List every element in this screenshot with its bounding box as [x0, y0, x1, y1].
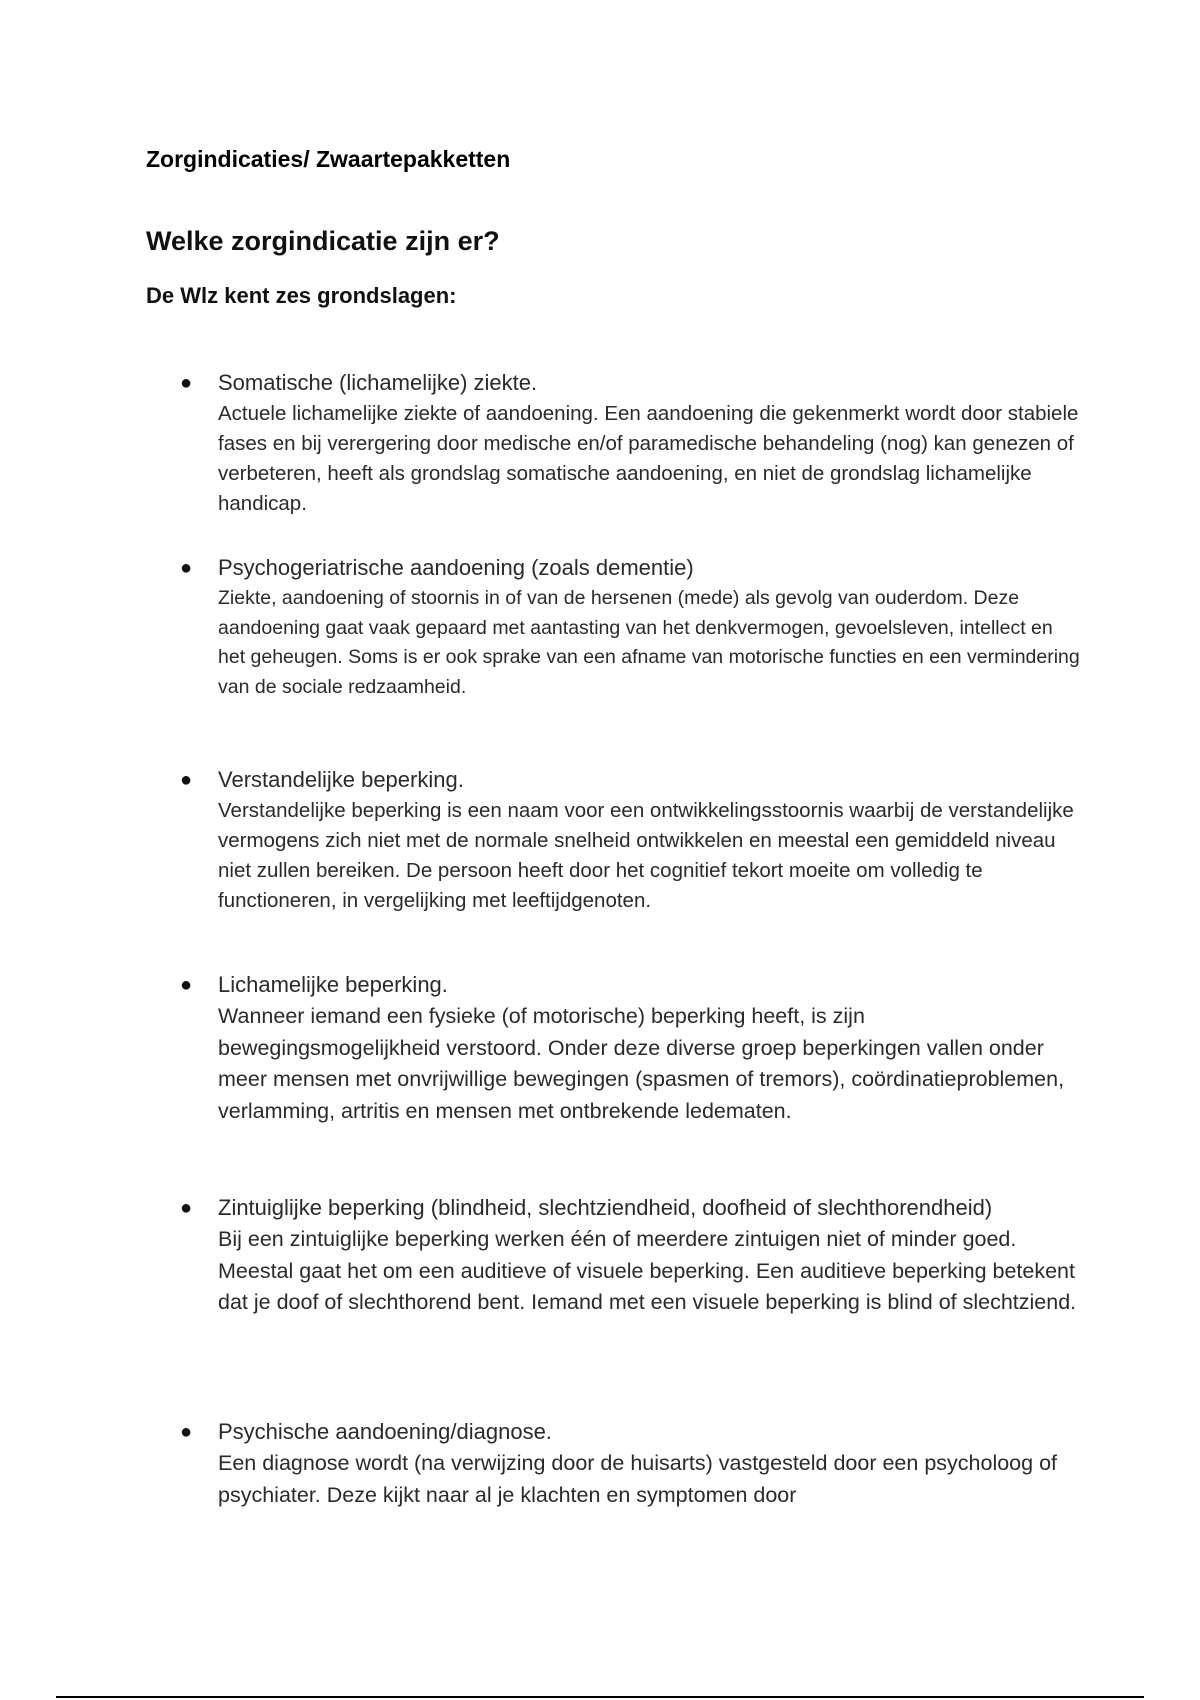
list-item-title: Lichamelijke beperking. [218, 972, 448, 997]
list-item-description: Verstandelijke beperking is een naam voor een ontwikkelingsstoornis waarbij de verstandelijke vermogens zich niet met de normale snelheid ontwikkelen en meestal een gemiddeld niveau niet zullen bereiken. De persoon heeft door het cognitief tekort moeite om volledig te functioneren, in vergelijking met leeftijdgenoten. [218, 799, 1074, 912]
bullet-icon: ● [180, 769, 193, 791]
document-title: Zorgindicaties/ Zwaartepakketten [146, 146, 511, 172]
list-item-psychiatric [180, 1416, 1080, 1511]
list-item-title: Psychogeriatrische aandoening (zoals dementie) [218, 555, 694, 580]
bullet-icon: ● [180, 372, 193, 394]
list-item-description: Een diagnose wordt (na verwijzing door de huisarts) vastgesteld door een psycholoog of psychiater. Deze kijkt naar al je klachten en symptomen door [218, 1451, 1057, 1507]
list-item-sensory [180, 1192, 1080, 1319]
section-heading: Welke zorgindicatie zijn er? [146, 226, 500, 256]
bullet-icon: ● [180, 557, 193, 579]
list-item-intellectual [180, 764, 1080, 916]
bullet-icon: ● [180, 974, 193, 996]
list-item-somatic [180, 367, 1080, 519]
bullet-icon: ● [180, 1421, 193, 1443]
list-item-title: Somatische (lichamelijke) ziekte. [218, 370, 538, 395]
list-item-physical [180, 969, 1080, 1127]
list-item-description: Ziekte, aandoening of stoornis in of van de hersenen (mede) als gevolg van ouderdom. Deze aandoening gaat vaak gepaard met aantasting van het denkvermogen, gevoelsleven, intellect en het geheugen. Soms is er ook sprake van een afname van motorische functies en een vermindering van de sociale redzaamheid. [218, 587, 1080, 698]
list-item-description: Actuele lichamelijke ziekte of aandoening. Een aandoening die gekenmerkt wordt door stabiele fases en bij verergering door medische en/of paramedische behandeling (nog) kan genezen of verbeteren, heeft als grondslag somatische aandoening, en niet de grondslag lichamelijke handicap. [218, 402, 1079, 515]
bullet-icon: ● [180, 1197, 193, 1219]
list-item-description: Bij een zintuiglijke beperking werken één of meerdere zintuigen niet of minder goed. Meestal gaat het om een auditieve of visuele beperking. Een auditieve beperking betekent dat je doof of slechthorend bent. Iemand met een visuele beperking is blind of slechtziend. [218, 1227, 1077, 1314]
list-item-title: Psychische aandoening/diagnose. [218, 1419, 552, 1444]
list-item-psychogeriatric [180, 552, 1080, 702]
list-item-title: Zintuiglijke beperking (blindheid, slechtziendheid, doofheid of slechthorendheid) [218, 1195, 993, 1220]
subheading: De Wlz kent zes grondslagen: [146, 283, 457, 308]
footer-divider [56, 1696, 1144, 1698]
list-item-title: Verstandelijke beperking. [218, 767, 464, 792]
list-item-description: Wanneer iemand een fysieke (of motorische) beperking heeft, is zijn bewegingsmogelijkheid verstoord. Onder deze diverse groep beperkingen vallen onder meer mensen met onvrijwillige bewegingen (spasmen of tremors), coördinatieproblemen, verlamming, artritis en mensen met ontbrekende ledematen. [218, 1004, 1065, 1123]
